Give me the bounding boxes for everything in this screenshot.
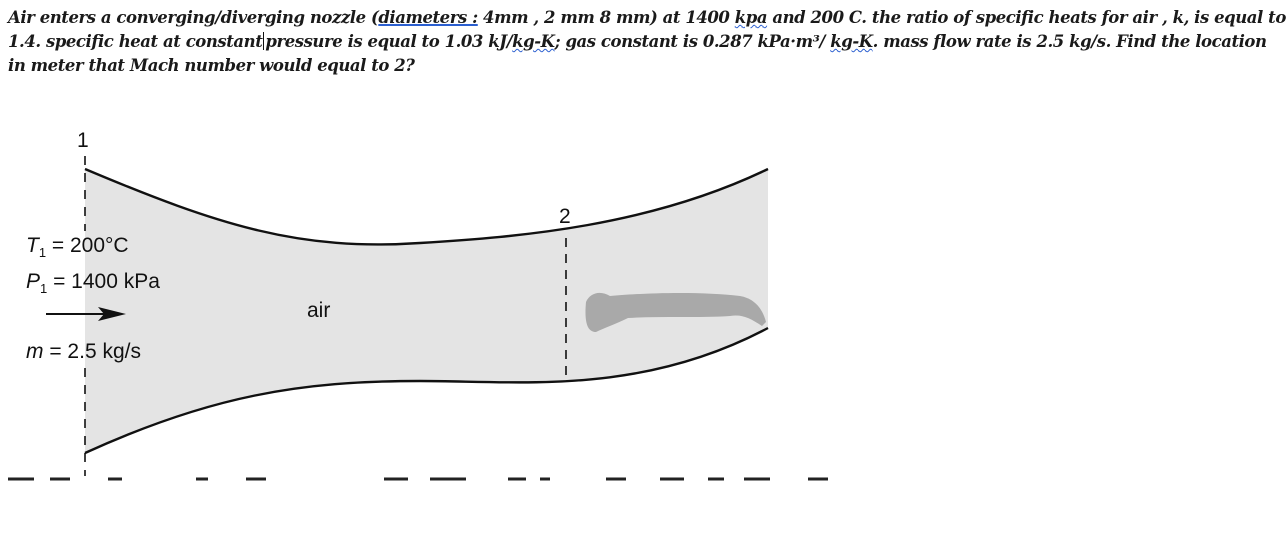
mass-flow-value: = 2.5 kg/s xyxy=(43,340,141,363)
problem-text-segment: Air enters a converging/diverging nozzle ( xyxy=(8,8,379,27)
problem-line-3: in meter that Mach number would equal to 2? xyxy=(8,56,415,75)
fluid-label: air xyxy=(307,299,331,322)
temperature-value: = 200°C xyxy=(46,234,129,257)
section-1-label: 1 xyxy=(77,129,89,152)
problem-text-segment: ; gas constant is 0.287 kPa·m³/ xyxy=(554,32,831,51)
section-2-label: 2 xyxy=(559,205,571,228)
problem-statement xyxy=(8,6,1286,78)
problem-text-segment: 1.4. specific heat at constant xyxy=(8,32,263,51)
problem-text-segment: . mass flow rate is 2.5 kg/s. Find the location xyxy=(872,32,1267,51)
inlet-temperature-label xyxy=(26,234,129,260)
mass-flow-label xyxy=(26,340,141,364)
spellcheck-kpa: kpa xyxy=(734,8,768,27)
nozzle-figure xyxy=(0,96,900,545)
underlined-diameters: diameters : xyxy=(378,8,478,27)
temperature-symbol: T xyxy=(26,234,39,257)
inlet-pressure-label xyxy=(26,270,160,296)
nozzle-diagram xyxy=(0,96,900,545)
temperature-subscript: 1 xyxy=(38,245,47,261)
problem-text-segment: 4mm , 2 mm 8 mm) at 1400 xyxy=(477,8,735,27)
problem-text-segment: and 200 C. the ratio of specific heats for air , k, is equal to xyxy=(767,8,1286,27)
spellcheck-kgk: kg-K xyxy=(512,32,555,51)
problem-line-1 xyxy=(8,6,1286,30)
pressure-value: = 1400 kPa xyxy=(47,270,160,293)
pressure-subscript: 1 xyxy=(40,281,48,297)
spellcheck-kgk-2: kg-K xyxy=(830,32,873,51)
problem-line-2 xyxy=(8,30,1267,54)
pressure-symbol: P xyxy=(26,270,41,293)
problem-text-segment: pressure is equal to 1.03 kJ/ xyxy=(265,32,513,51)
mass-flow-symbol: m xyxy=(26,340,44,363)
